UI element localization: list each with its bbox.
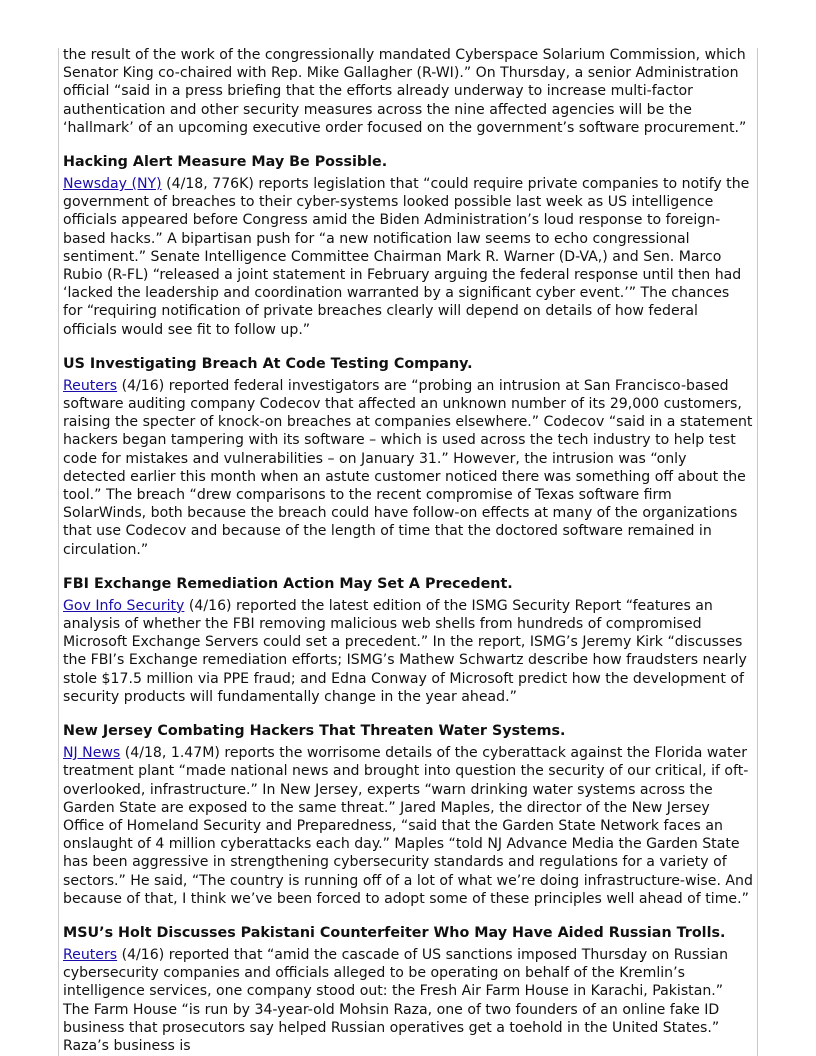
article <box>63 575 753 706</box>
article-headline: Hacking Alert Measure May Be Possible. <box>63 154 388 171</box>
article-body <box>63 377 753 559</box>
article-text: (4/18, 1.47M) reports the worrisome details of the cyberattack against the Florida water treatment plant “made national news and brought into question the security of our critical, if oft-overlooked, infrastructure.” In New Jersey, experts “warn drinking water systems across the Garden State are exposed to the same threat.” Jared Maples, the director of the New Jersey Office of Homeland Security and Preparedness, “said that the Garden State Network faces an onslaught of 4 million cyberattacks each day.” Maples “told NJ Advance Media the Garden State has been aggressive in strengthening cybersecurity standards and regulations for a variety of sectors.” He said, “The country is running off of a lot of what we’re doing infrastructure-wise. And because of that, I think we’ve been forced to adopt some of these principles well ahead of time.” <box>63 745 753 907</box>
left-margin-rule <box>58 48 59 1056</box>
intro-paragraph: the result of the work of the congressionally mandated Cyberspace Solarium Commission, which Senator King co-chaired with Rep. Mike Gallagher (R-WI).” On Thursday, a senior Administration official “said in a press briefing that the efforts already underway to increase multi-factor authentication and other security measures across the nine affected agencies will be the ‘hallmark’ of an upcoming executive order focused on the government’s software procurement.” <box>63 47 747 136</box>
article-body <box>63 946 753 1055</box>
article-text: (4/16) reported that “amid the cascade of US sanctions imposed Thursday on Russian cybersecurity companies and officials alleged to be operating on behalf of the Kremlin’s intelligence services, one company stood out: the Fresh Air Farm House in Karachi, Pakistan.” The Farm House “is run by 34-year-old Mohsin Raza, one of two founders of an online fake ID business that prosecutors say helped Russian operatives get a toehold in the United States.” Raza’s business is <box>63 946 729 1054</box>
article-text: (4/16) reported the latest edition of the ISMG Security Report “features an analysis of whether the FBI removing malicious web shells from hundreds of compromised Microsoft Exchange Servers could set a precedent.” In the report, ISMG’s Jeremy Kirk “discusses the FBI’s Exchange remediation efforts; ISMG’s Mathew Schwartz describe how fraudsters nearly stole $17.5 million via PPE fraud; and Edna Conway of Microsoft predict how the development of security products will fundamentally change in the year ahead.” <box>63 597 747 705</box>
article-headline: FBI Exchange Remediation Action May Set A Precedent. <box>63 575 513 592</box>
article <box>63 722 753 908</box>
article-body <box>63 597 753 706</box>
article <box>63 153 753 339</box>
source-link[interactable]: NJ News <box>63 745 121 762</box>
document-content <box>63 46 753 1055</box>
source-link[interactable]: Gov Info Security <box>63 597 185 614</box>
article-headline: MSU’s Holt Discusses Pakistani Counterfeiter Who May Have Aided Russian Trolls. <box>63 924 726 941</box>
article-body <box>63 744 753 908</box>
article-headline: New Jersey Combating Hackers That Threaten Water Systems. <box>63 723 566 740</box>
article <box>63 355 753 559</box>
article <box>63 924 753 1055</box>
article-body <box>63 175 753 339</box>
article-text: (4/18, 776K) reports legislation that “could require private companies to notify the government of breaches to their cyber-systems looked possible last week as US intelligence officials appeared before Congress amid the Biden Administration’s loud response to foreign-based hacks.” A bipartisan push for “a new notification law seems to echo congressional sentiment.” Senate Intelligence Committee Chairman Mark R. Warner (D-VA,) and Sen. Marco Rubio (R-FL) “released a joint statement in February arguing the federal response until then had ‘lacked the leadership and coordination warranted by a significant cyber event.’” The chances for “requiring notification of private breaches clearly will depend on details of how federal officials would see fit to follow up.” <box>63 176 750 338</box>
source-link[interactable]: Reuters <box>63 377 118 394</box>
source-link[interactable]: Newsday (NY) <box>63 176 162 193</box>
article-headline: US Investigating Breach At Code Testing Company. <box>63 355 473 372</box>
source-link[interactable]: Reuters <box>63 946 118 963</box>
right-margin-rule <box>757 48 758 1056</box>
article-text: (4/16) reported federal investigators are “probing an intrusion at San Francisco-based software auditing company Codecov that affected an unknown number of its 29,000 customers, raising the specter of knock-on breaches at companies elsewhere.” Codecov “said in a statement hackers began tampering with its software – which is used across the tech industry to help test code for mistakes and vulnerabilities – on January 31.” However, the intrusion was “only detected earlier this month when an astute customer noticed there was something off about the tool.” The breach “drew comparisons to the recent compromise of Texas software firm SolarWinds, both because the breach could have follow-on effects at many of the organizations that use Codecov and because of the length of time that the doctored software remained in circulation.” <box>63 377 753 558</box>
